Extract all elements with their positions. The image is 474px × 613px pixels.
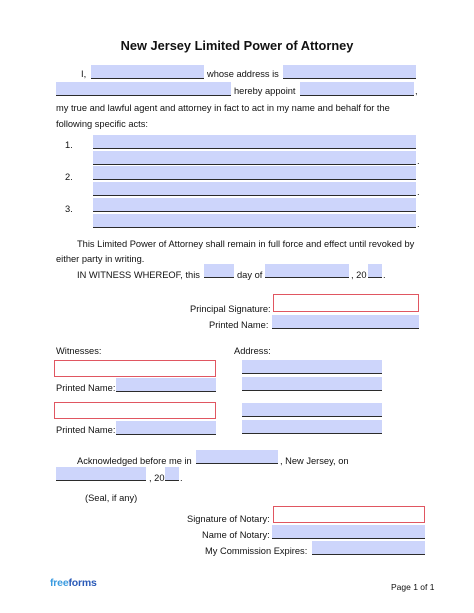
page-number: Page 1 of 1 bbox=[391, 582, 435, 592]
witness-year-label: , 20 bbox=[351, 270, 367, 280]
act-2-field-line-1[interactable] bbox=[93, 166, 416, 180]
agent-clause-line-1: my true and lawful agent and attorney in fact to act in my name and behalf for the bbox=[56, 103, 390, 113]
force-clause-line-2: either party in writing. bbox=[56, 254, 145, 264]
witness-2-printed-name-label: Printed Name: bbox=[56, 425, 116, 435]
force-clause-line-1: This Limited Power of Attorney shall remain in full force and effect until revoked by bbox=[77, 239, 415, 249]
witness-line-period: . bbox=[383, 270, 386, 280]
act-2-period: . bbox=[417, 187, 420, 197]
principal-printed-name-field[interactable] bbox=[272, 315, 419, 329]
commission-expires-field[interactable] bbox=[312, 541, 425, 555]
witness-1-printed-name-field[interactable] bbox=[116, 378, 216, 392]
seal-note: (Seal, if any) bbox=[85, 493, 138, 503]
notary-name-field[interactable] bbox=[272, 525, 425, 539]
act-1-field-line-2[interactable] bbox=[93, 151, 416, 165]
grantor-address-field-1[interactable] bbox=[283, 65, 416, 79]
principal-signature-label: Principal Signature: bbox=[190, 304, 271, 314]
appoint-label: hereby appoint bbox=[234, 86, 296, 96]
address-label: whose address is bbox=[207, 69, 279, 79]
act-3-field-line-2[interactable] bbox=[93, 214, 416, 228]
document-title: New Jersey Limited Power of Attorney bbox=[120, 38, 354, 53]
agent-comma: , bbox=[415, 86, 418, 96]
witness-1-printed-name-label: Printed Name: bbox=[56, 383, 116, 393]
act-3-field-line-1[interactable] bbox=[93, 198, 416, 212]
acknowledged-year-field[interactable] bbox=[165, 467, 179, 481]
acknowledged-year-label: , 20 bbox=[149, 473, 165, 483]
freeforms-logo bbox=[50, 578, 97, 589]
act-1-period: . bbox=[417, 156, 420, 166]
acknowledged-date-field[interactable] bbox=[56, 467, 146, 481]
act-number-2: 2. bbox=[65, 172, 73, 182]
witness-2-signature-box[interactable] bbox=[54, 402, 216, 419]
witness-whereof-label: IN WITNESS WHEREOF, this bbox=[77, 270, 200, 280]
witness-1-signature-box[interactable] bbox=[54, 360, 216, 377]
witness-1-address-field-1[interactable] bbox=[242, 360, 382, 374]
witness-2-address-field-2[interactable] bbox=[242, 420, 382, 434]
agent-name-field[interactable] bbox=[300, 82, 414, 96]
agent-clause-line-2: following specific acts: bbox=[56, 119, 148, 129]
act-1-field-line-1[interactable] bbox=[93, 135, 416, 149]
logo-forms-text: forms bbox=[68, 577, 97, 589]
witness-month-field[interactable] bbox=[265, 264, 349, 278]
witness-2-printed-name-field[interactable] bbox=[116, 421, 216, 435]
new-jersey-on-label: , New Jersey, on bbox=[280, 456, 349, 466]
notary-name-label: Name of Notary: bbox=[202, 530, 270, 540]
notary-signature-box[interactable] bbox=[273, 506, 425, 523]
act-number-1: 1. bbox=[65, 140, 73, 150]
witness-day-field[interactable] bbox=[204, 264, 234, 278]
act-2-field-line-2[interactable] bbox=[93, 182, 416, 196]
acknowledged-period: . bbox=[180, 473, 183, 483]
act-3-period: . bbox=[417, 219, 420, 229]
witness-year-field[interactable] bbox=[368, 264, 382, 278]
commission-expires-label: My Commission Expires: bbox=[205, 546, 308, 556]
witness-address-label: Address: bbox=[234, 346, 271, 356]
grantor-address-field-2[interactable] bbox=[56, 82, 231, 96]
principal-printed-name-label: Printed Name: bbox=[209, 320, 269, 330]
witnesses-label: Witnesses: bbox=[56, 346, 102, 356]
grantor-label: I, bbox=[81, 69, 87, 79]
day-of-label: day of bbox=[237, 270, 263, 280]
acknowledged-label: Acknowledged before me in bbox=[77, 456, 192, 466]
witness-2-address-field-1[interactable] bbox=[242, 403, 382, 417]
witness-1-address-field-2[interactable] bbox=[242, 377, 382, 391]
logo-free-text: free bbox=[50, 577, 69, 589]
notary-signature-label: Signature of Notary: bbox=[187, 514, 270, 524]
act-number-3: 3. bbox=[65, 204, 73, 214]
acknowledged-county-field[interactable] bbox=[196, 450, 278, 464]
grantor-name-field[interactable] bbox=[91, 65, 204, 79]
principal-signature-box[interactable] bbox=[273, 294, 419, 312]
